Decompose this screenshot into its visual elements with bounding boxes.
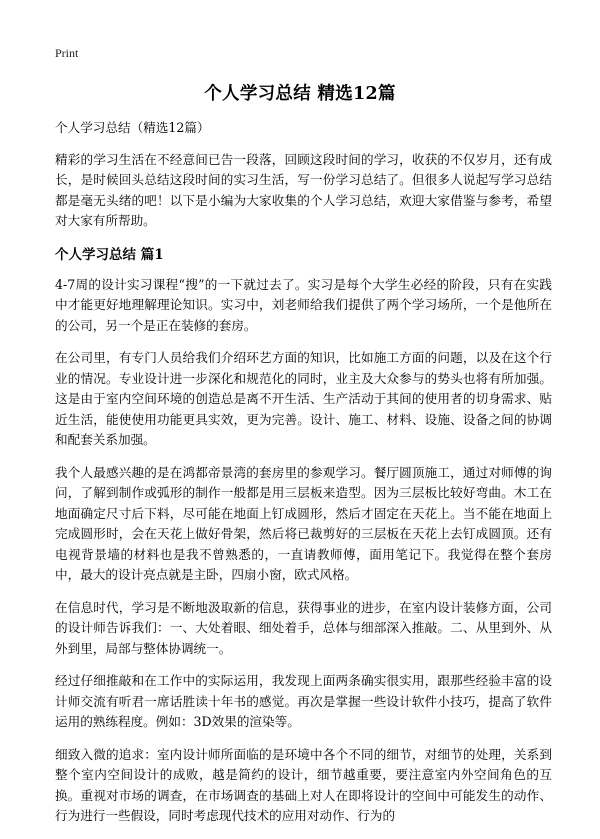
section-heading: 个人学习总结 篇1: [55, 246, 164, 263]
body-paragraph: 细致入微的追求：室内设计师所面临的是环境中各个不同的细节，对细节的处理，关系到整个室内空间设计的成败，越是简约的设计，细节越重要，要注意室内外空间角色的互换。重视对市场的调查，在市场调查的基础上对人在即将设计的空间中可能发生的动作、行为进行一些假设，同时考虑现代技术的应用对动作、行为的: [55, 746, 552, 823]
body-paragraph: 在信息时代，学习是不断地汲取新的信息，获得事业的进步，在室内设计装修方面，公司的设计师告诉我们：一、大处着眼、细处着手，总体与细部深入推敲。二、从里到外、从外到里，局部与整体协调统一。: [55, 599, 552, 656]
document-subtitle: 个人学习总结（精选12篇）: [55, 120, 210, 135]
body-paragraph: 4-7周的设计实习课程“搜”的一下就过去了。实习是每个大学生必经的阶段，只有在实践中才能更好地理解理论知识。实习中，刘老师给我们提供了两个学习场所，一个是他所在的公司，另一个是正在装修的套房。: [55, 276, 552, 333]
article-body: [55, 118, 552, 839]
body-paragraph: 经过仔细推敲和在工作中的实际运用，我发现上面两条确实很实用，跟那些经验丰富的设计师交流有听君一席话胜读十年书的感觉。再次是掌握一些设计软件小技巧，提高了软件运用的熟练程度。例如：3D效果的渲染等。: [55, 673, 552, 729]
print-link[interactable]: Print: [55, 46, 79, 60]
page-title: 个人学习总结 精选12篇: [204, 84, 396, 104]
body-paragraph: 在公司里，有专门人员给我们介绍环艺方面的知识，比如施工方面的问题，以及在这个行业的情况。专业设计进一步深化和规范化的同时，业主及大众参与的势头也将有所加强。这是由于室内空间环境的创造总是离不开生活、生产活动于其间的使用者的切身需求、贴近生活，能使使用功能更具实效，更为完善。设计、施工、材料、设施、设备之间的协调和配套关系加强。: [55, 350, 552, 447]
intro-paragraph: 精彩的学习生活在不经意间已告一段落，回顾这段时间的学习，收获的不仅岁月，还有成长，是时候回头总结这段时间的实习生活，写一份学习总结了。但很多人说起写学习总结都是毫无头绪的吧！以下是小编为大家收集的个人学习总结，欢迎大家借鉴与参考，希望对大家有所帮助。: [55, 151, 552, 228]
body-paragraph: 我个人最感兴趣的是在鸿都帝景湾的套房里的参观学习。餐厅圆顶施工，通过对师傅的询问，了解到制作或弧形的制作一般都是用三层板来造型。因为三层板比较好弯曲。木工在地面确定尺寸后下料，尽可能在地面上钉成圆形，然后才固定在天花上。当不能在地面上完成圆形时，会在天花上做好骨架，然后将已裁剪好的三层板在天花上去钉成圆顶。还有电视背景墙的材料也是我不曾熟悉的，一直请教师傅，面用笔记下。我觉得在整个套房中，最大的设计亮点就是主卧，四扇小窗，欧式风格。: [55, 464, 552, 582]
